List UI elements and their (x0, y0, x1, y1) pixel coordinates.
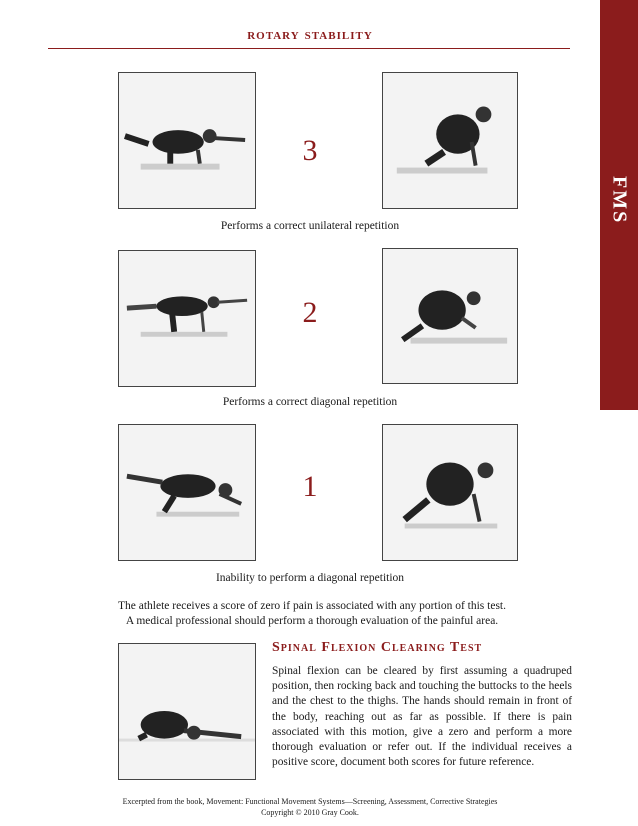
page-title: rotary stability (247, 26, 373, 43)
header-rule (48, 48, 570, 49)
photo-level-1-left (118, 424, 256, 561)
photo-level-2-right (382, 248, 518, 384)
side-tab-label: FMS (608, 175, 631, 225)
photo-spinal-flexion (118, 643, 256, 780)
clearing-test-body: Spinal flexion can be cleared by first assuming a quadruped position, then rocking back and touching the buttocks to the heels and the chest to the thighs. The hands should remain in front of the body, reaching out as far as possible. If there is pain associated with this motion, give a zero and perform a more thorough evaluation or refer out. If the individual receives a positive score, document both scores for future reference. (272, 665, 572, 769)
photo-level-1-right (382, 424, 518, 561)
zero-score-note-line-2: A medical professional should perform a thorough evaluation of the painful area. (125, 615, 499, 627)
footer-line-2: Copyright © 2010 Gray Cook. (261, 808, 359, 817)
photo-level-2-left (118, 250, 256, 387)
footer-line-1: Excerpted from the book, Movement: Functional Movement Systems—Screening, Assessment, Corrective Strategies (122, 797, 498, 806)
photo-level-3-right (382, 72, 518, 209)
photo-level-3-left (118, 72, 256, 209)
clearing-test-title: Spinal Flexion Clearing Test (272, 640, 483, 655)
zero-score-note-line-1: The athlete receives a score of zero if pain is associated with any portion of this test. (118, 600, 506, 612)
caption-level-1: Inability to perform a diagonal repetition (215, 572, 405, 584)
score-1: 1 (302, 470, 318, 503)
caption-level-2: Performs a correct diagonal repetition (222, 396, 398, 408)
caption-level-3: Performs a correct unilateral repetition (220, 220, 400, 232)
score-2: 2 (302, 296, 318, 329)
score-3: 3 (302, 134, 318, 167)
